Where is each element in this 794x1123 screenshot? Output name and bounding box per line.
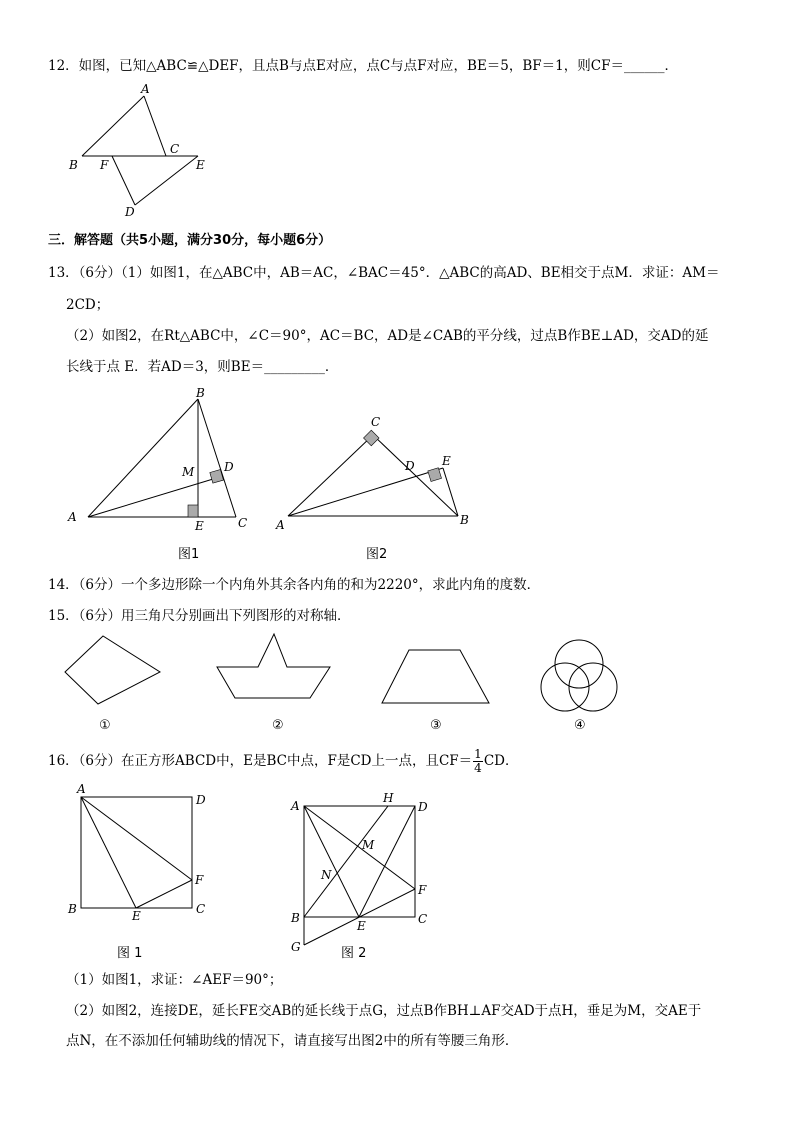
q16-fig2-caption: 图 2	[341, 946, 367, 961]
q13f1-label-c: C	[238, 516, 248, 530]
q16f1-label-c: C	[196, 902, 206, 916]
q16-frac-den: 4	[474, 761, 482, 775]
q14-text: 14．（6分）一个多边形除一个内角外其余各内角的和为2220°，求此内角的度数．	[48, 577, 541, 593]
q16f1-label-d: D	[196, 793, 206, 807]
q15-caption-2: ②	[272, 718, 284, 733]
q16-part2-line1: （2）如图2，连接DE，延长FE交AB的延长线于点G，过点B作BH⊥AF交AD于点H，垂足为M，交AE于	[66, 1003, 702, 1019]
q12-text: 12．如图，已知△ABC≌△DEF，且点B与点E对应，点C与点F对应，BE＝5，BF＝1，则CF＝______．	[48, 58, 678, 74]
q12-label-a: A	[141, 82, 150, 96]
q13-fig1-caption: 图1	[178, 547, 200, 562]
q15-shape-trapezoid	[382, 650, 489, 703]
q15-shape-kite	[65, 636, 160, 704]
q13-line1: 13．（6分）（1）如图1，在△ABC中，AB＝AC，∠BAC＝45°．△ABC的高AD、BE相交于点M．求证：AM＝	[48, 265, 720, 281]
q16f1-label-f: F	[195, 873, 204, 887]
q13f2-label-a: A	[276, 518, 285, 532]
q16-text	[48, 745, 518, 777]
q16f1-label-a: A	[77, 782, 86, 796]
q12-label-d: D	[125, 205, 135, 219]
q15-caption-1: ①	[99, 718, 111, 733]
q16f2-label-h: H	[383, 791, 394, 805]
q13f2-label-e: E	[442, 454, 451, 468]
q13f2-label-c: C	[371, 415, 381, 429]
q13-fig2-caption: 图2	[366, 547, 388, 562]
q12-label-e: E	[196, 158, 205, 172]
q13f1-label-e: E	[195, 519, 204, 533]
q16f2-label-f: F	[418, 883, 427, 897]
q16f2-label-n: N	[321, 868, 332, 882]
q16f2-label-d: D	[418, 800, 428, 814]
q16f2-label-m: M	[362, 838, 375, 852]
q16-part2-line2: 点N，在不添加任何辅助线的情况下，请直接写出图2中的所有等腰三角形．	[66, 1033, 519, 1049]
q12-label-c: C	[170, 142, 180, 156]
q16-text-before: 16．（6分）在正方形ABCD中，E是BC中点，F是CD上一点，且CF＝	[48, 753, 473, 769]
q13f2-label-d: D	[405, 459, 415, 473]
q13f1-label-a: A	[68, 510, 77, 524]
q16-fig1-caption: 图 1	[117, 946, 143, 961]
q12-figure	[60, 80, 230, 225]
q16-frac-num: 1	[474, 747, 482, 761]
q13f1-label-d: D	[224, 460, 234, 474]
q13f1-label-m: M	[182, 465, 195, 479]
q15-figures	[55, 630, 655, 715]
q16-part1: （1）如图1，求证：∠AEF＝90°；	[66, 972, 283, 988]
q13-figure-1	[60, 385, 260, 535]
q13f2-label-b: B	[460, 513, 469, 527]
q16f2-label-e: E	[357, 919, 366, 933]
q16-figure-2	[284, 786, 444, 961]
q16f2-label-a: A	[291, 799, 300, 813]
q12-label-b: B	[69, 158, 78, 172]
q15-text: 15．（6分）用三角尺分别画出下列图形的对称轴．	[48, 608, 351, 624]
q16f2-label-c: C	[418, 912, 428, 926]
q15-shape-boat	[217, 634, 330, 698]
q16f1-label-b: B	[68, 902, 77, 916]
section3-title: 三．解答题（共5小题，满分30分，每小题6分）	[48, 233, 332, 248]
q13-line4: 长线于点 E．若AD＝3，则BE＝_________．	[66, 359, 339, 375]
q16-fraction	[473, 748, 483, 775]
q16-figure-1	[62, 780, 222, 925]
q16f2-label-b: B	[291, 911, 300, 925]
q13-line3: （2）如图2，在Rt△ABC中，∠C＝90°，AC＝BC，AD是∠CAB的平分线，过点B作BE⊥AD，交AD的延	[66, 328, 709, 344]
q15-caption-3: ③	[430, 718, 442, 733]
q12-label-f: F	[100, 158, 109, 172]
q16-text-after: CD．	[483, 753, 519, 769]
q15-shape-three-circles	[541, 640, 617, 711]
q13-figure-2	[270, 408, 480, 533]
q16f2-label-g: G	[291, 940, 301, 954]
q15-caption-4: ④	[574, 718, 586, 733]
q16f1-label-e: E	[132, 909, 141, 923]
q13f1-label-b: B	[196, 386, 205, 400]
q13-line2: 2CD；	[66, 297, 110, 313]
